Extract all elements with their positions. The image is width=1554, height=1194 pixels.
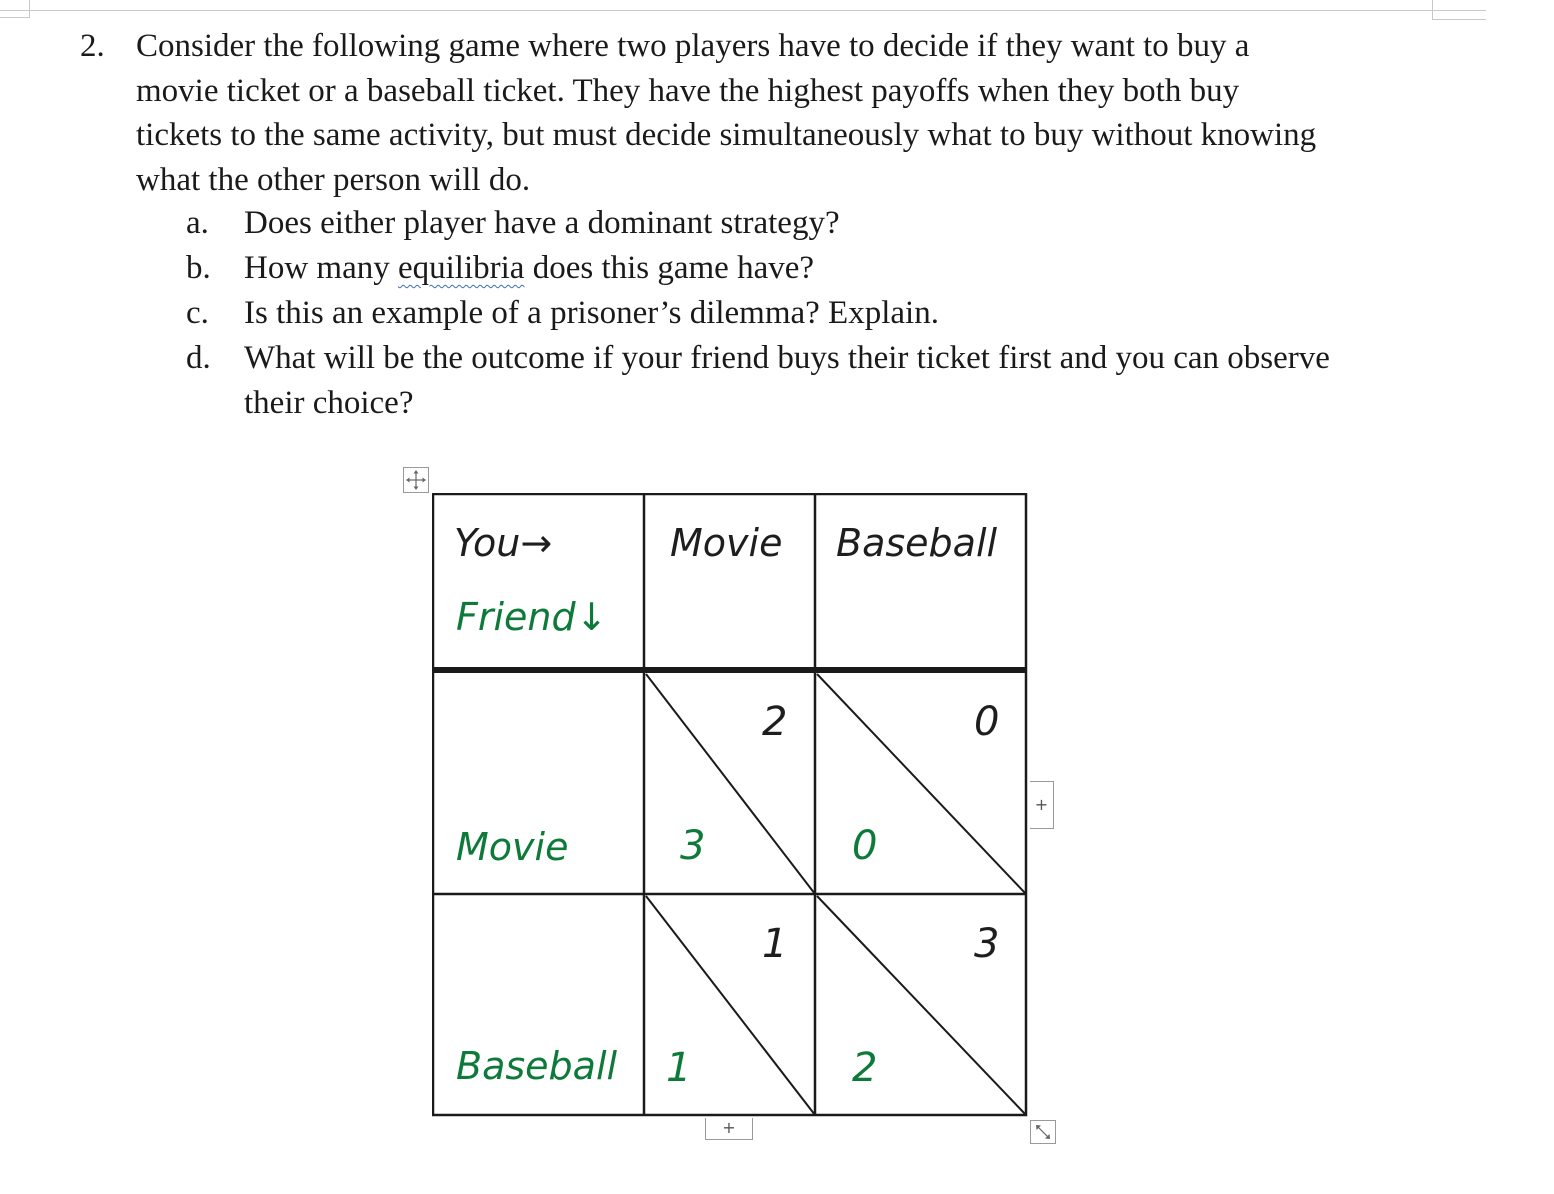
- payoff-table-grid: [432, 493, 1028, 1117]
- table-resize-handle[interactable]: [1030, 1120, 1056, 1144]
- subquestion-a: [186, 201, 1486, 246]
- subquestion-marker: a.: [186, 205, 209, 241]
- question-line: movie ticket or a baseball ticket. They have the highest payoffs when they both buy: [136, 72, 1240, 109]
- payoff-you: 1: [762, 921, 788, 967]
- resize-diagonal-icon: [1031, 1121, 1055, 1143]
- subquestion-marker: d.: [186, 340, 211, 376]
- subquestion-list: [186, 201, 1486, 426]
- subquestion-marker: b.: [186, 250, 211, 286]
- question-line: what the other person will do.: [136, 161, 531, 198]
- table-move-handle[interactable]: [403, 467, 429, 493]
- column-header-movie: Movie: [670, 521, 783, 565]
- row-header-movie: Movie: [456, 825, 569, 869]
- page-edge-line: [0, 10, 1486, 11]
- page-corner-mark-right: [1432, 0, 1486, 20]
- payoff-friend: 0: [852, 823, 878, 869]
- move-arrows-icon: [404, 468, 428, 492]
- question-line: Consider the following game where two players have to decide if they want to buy a: [136, 28, 1250, 64]
- subquestion-marker: c.: [186, 295, 209, 331]
- header-friend-label: Friend↓: [456, 595, 608, 639]
- row-header-baseball: Baseball: [456, 1044, 618, 1088]
- payoff-you: 2: [762, 699, 788, 745]
- payoff-table: [432, 493, 1028, 1117]
- subquestion-text: Is this an example of a prisoner’s dilemma? Explain.: [244, 295, 939, 331]
- spellcheck-flagged-word[interactable]: equilibria: [397, 250, 525, 286]
- subquestion-c: [186, 291, 1486, 336]
- payoff-friend: 3: [680, 823, 706, 869]
- header-you-label: You→: [454, 521, 553, 565]
- question-text: [136, 24, 1466, 202]
- add-column-button[interactable]: +: [1030, 781, 1054, 829]
- page-corner-mark-left: [0, 0, 30, 18]
- subquestion-text: [244, 246, 1486, 291]
- subquestion-text-start: How many: [244, 250, 398, 286]
- subquestion-text-end: does this game have?: [524, 250, 815, 286]
- column-header-baseball: Baseball: [836, 521, 998, 565]
- question-line: tickets to the same activity, but must decide simultaneously what to buy without knowing: [136, 117, 1317, 153]
- question-number: 2.: [80, 28, 105, 64]
- subquestion-text: Does either player have a dominant strategy?: [244, 205, 840, 241]
- payoff-you: 0: [974, 699, 1000, 745]
- add-row-button[interactable]: +: [705, 1118, 753, 1140]
- payoff-friend: 2: [852, 1045, 878, 1091]
- subquestion-text-continued: their choice?: [244, 385, 414, 421]
- payoff-friend: 1: [666, 1045, 692, 1091]
- subquestion-text: What will be the outcome if your friend buys their ticket first and you can observe: [244, 340, 1330, 376]
- subquestion-d: [186, 336, 1486, 426]
- subquestion-b: [186, 246, 1486, 291]
- payoff-you: 3: [974, 921, 1000, 967]
